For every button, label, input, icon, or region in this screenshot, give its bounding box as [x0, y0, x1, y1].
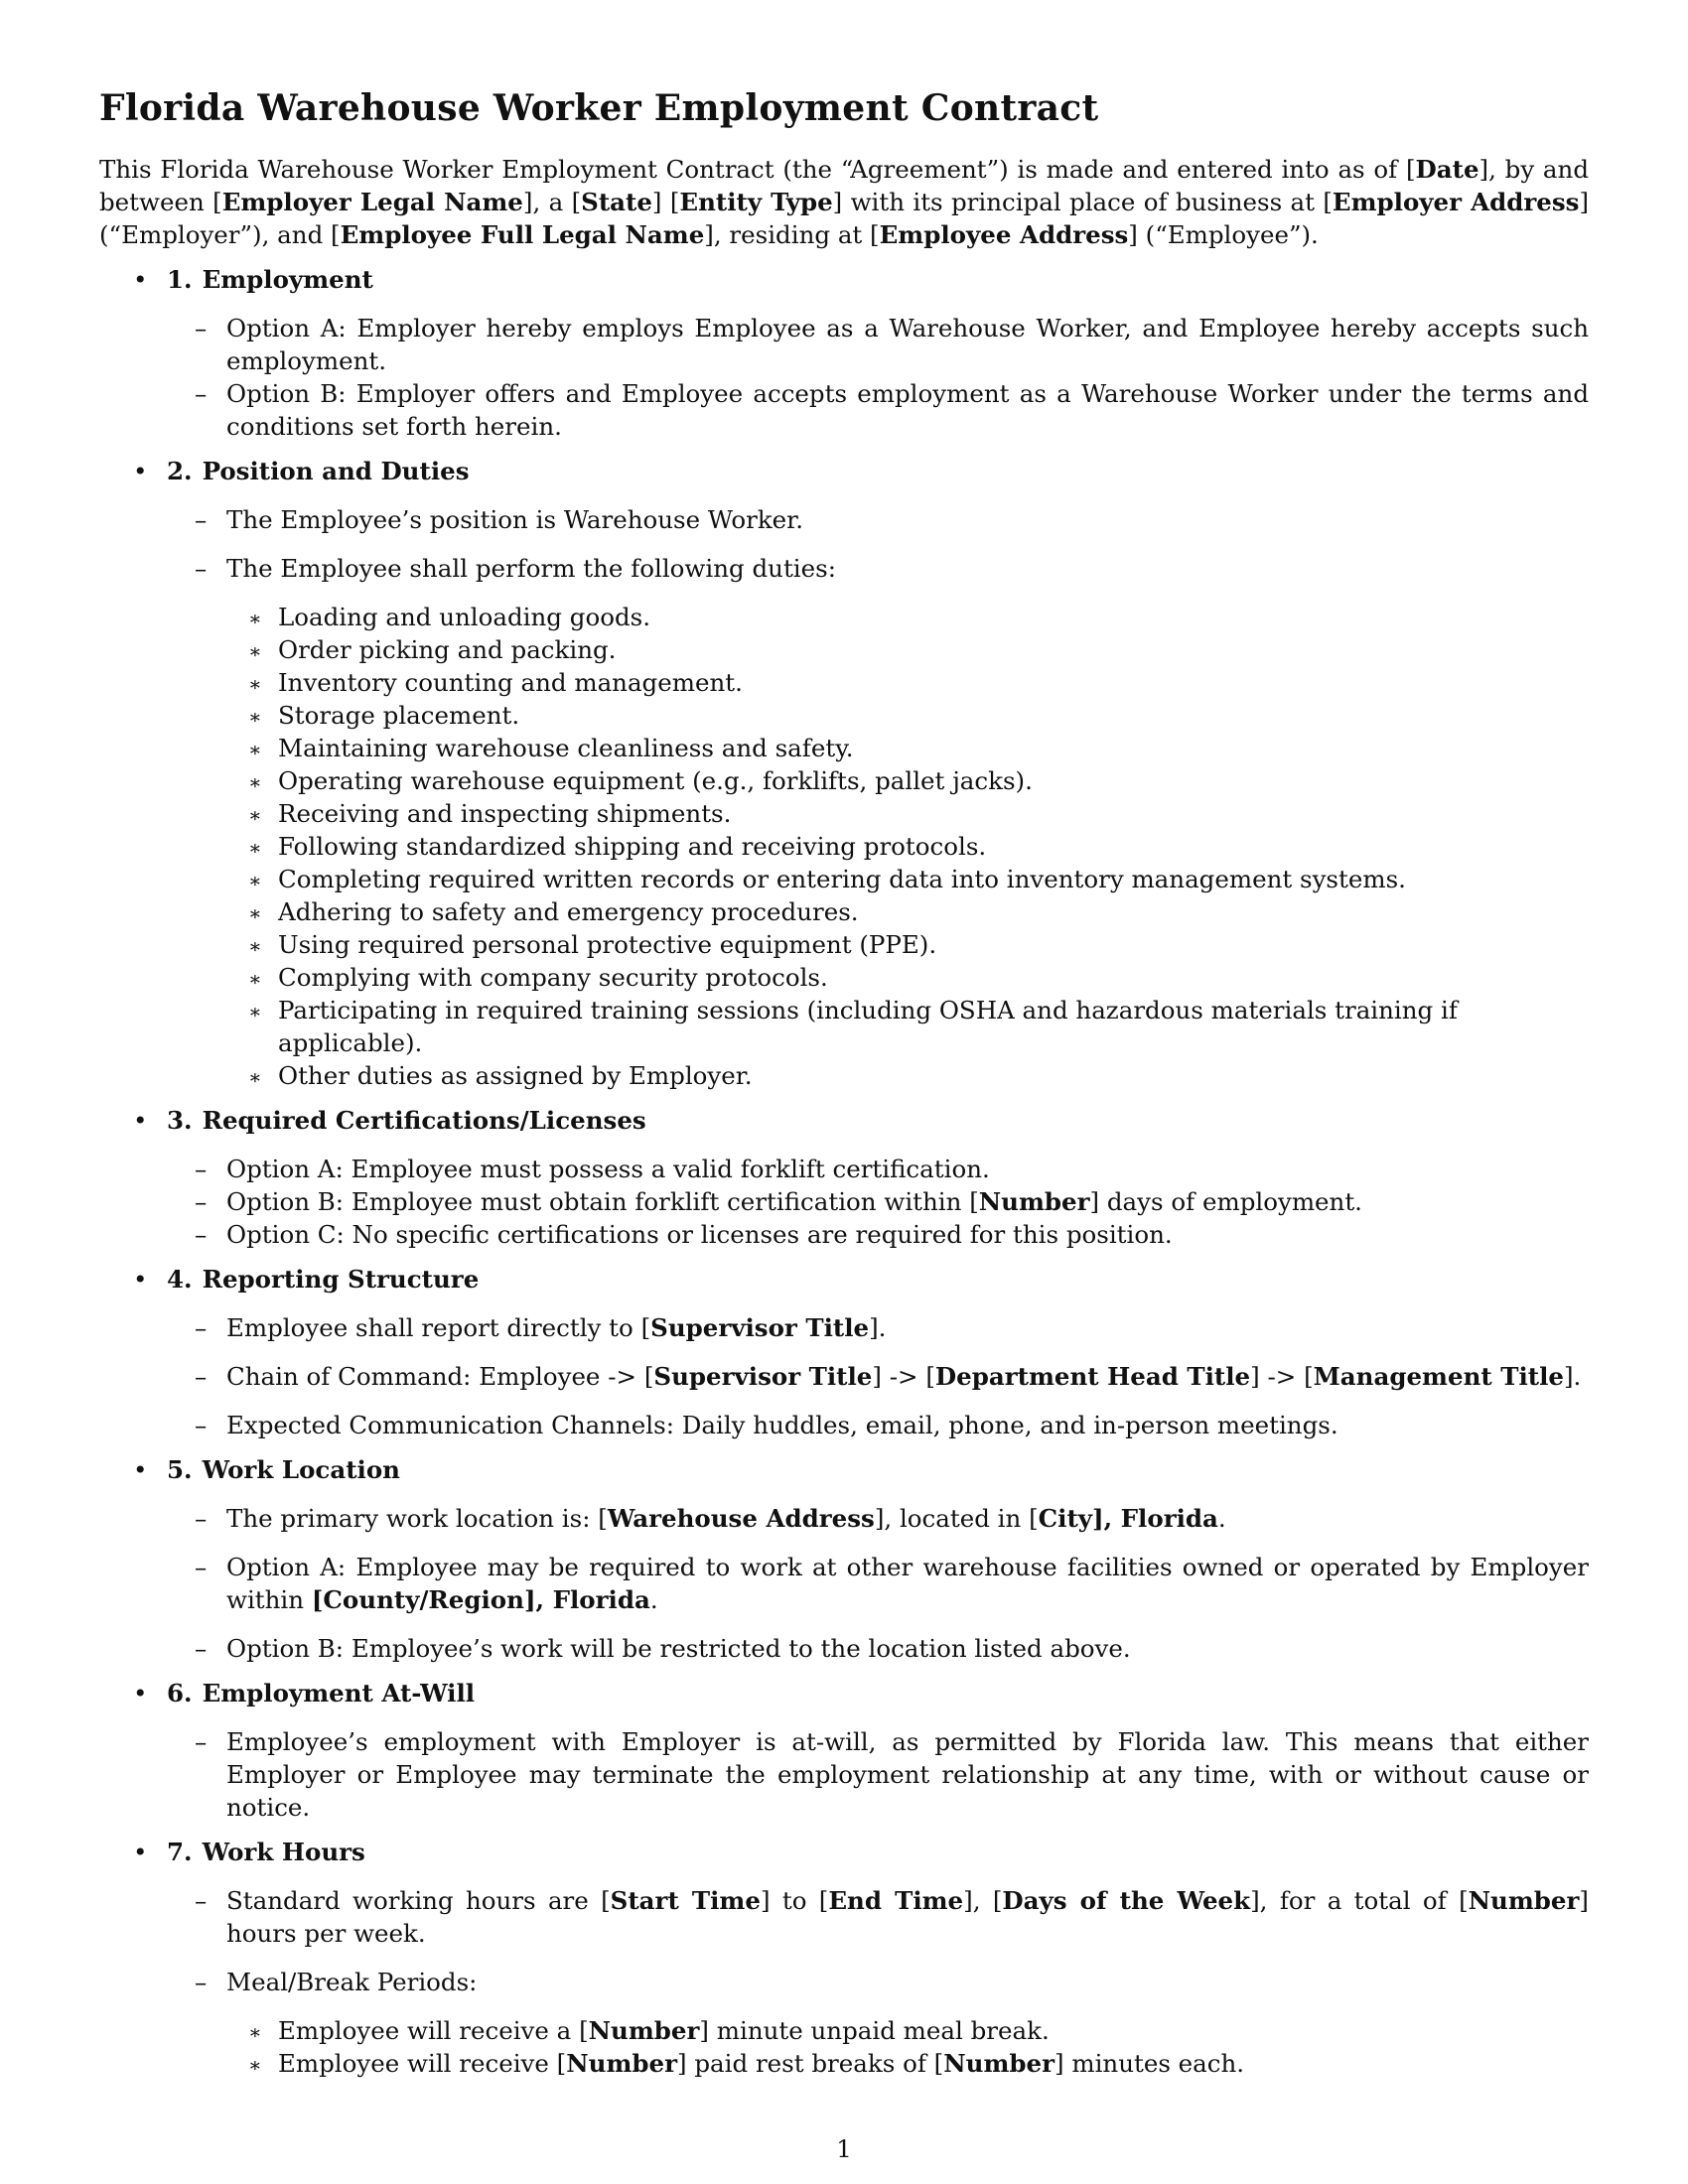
dash-icon: – — [195, 1634, 208, 1663]
list-item — [167, 312, 1589, 377]
item-text: Employee will receive a [ — [278, 2016, 589, 2045]
list-item — [248, 994, 1589, 1059]
intro-paragraph — [99, 153, 1589, 251]
field-employee-name: Employee Full Legal Name — [340, 220, 705, 249]
list-item — [248, 961, 1589, 994]
intro-text: ] (“Employer”), and [ — [99, 188, 1590, 249]
list-item — [167, 1502, 1589, 1535]
item-text: The primary work location is: [ — [226, 1504, 608, 1533]
item-text: ] minute unpaid meal break. — [699, 2016, 1050, 2045]
section-number: 3. — [167, 1106, 193, 1135]
item-text: Expected Communication Channels: Daily huddles, email, phone, and in-person meetings. — [226, 1411, 1338, 1439]
star-icon: ∗ — [248, 934, 262, 958]
list-item — [248, 666, 1589, 699]
dash-icon: – — [195, 1313, 208, 1342]
field-florida: ], Florida — [1092, 1504, 1218, 1533]
list-item — [167, 1966, 1589, 1998]
section-number: 6. — [167, 1679, 193, 1707]
duty-text: Receiving and inspecting shipments. — [278, 799, 732, 828]
dash-icon: – — [195, 505, 208, 534]
dash-icon: – — [195, 1968, 208, 1996]
duty-text: Maintaining warehouse cleanliness and safety. — [278, 734, 854, 762]
list-item — [167, 1311, 1589, 1344]
list-item — [248, 2014, 1589, 2047]
list-item — [167, 1360, 1589, 1393]
list-item — [248, 601, 1589, 633]
field-warehouse-address: Warehouse Address — [607, 1504, 875, 1533]
field-entity-type: Entity Type — [679, 188, 833, 216]
item-text: ]. — [869, 1313, 887, 1342]
list-item — [248, 830, 1589, 863]
section-certifications — [99, 1104, 1589, 1251]
section-position-duties — [99, 455, 1589, 1092]
dash-icon: – — [195, 1504, 208, 1533]
dash-icon: – — [195, 1553, 208, 1581]
field-employer-address: Employer Address — [1332, 188, 1580, 216]
field-start-time: Start Time — [610, 1886, 761, 1915]
list-item — [167, 552, 1589, 585]
duty-text: Order picking and packing. — [278, 635, 617, 664]
item-text: ] days of employment. — [1089, 1187, 1362, 1216]
item-text: Chain of Command: Employee -> [ — [226, 1362, 654, 1391]
section-title: Required Certifications/Licenses — [202, 1106, 646, 1135]
item-text: ] paid rest breaks of [ — [677, 2049, 944, 2078]
duty-text: Completing required written records or entering data into inventory management systems. — [278, 865, 1406, 893]
item-text: ] -> [ — [872, 1362, 935, 1391]
list-item — [248, 1059, 1589, 1092]
field-city: City — [1038, 1504, 1092, 1533]
item-text: Meal/Break Periods: — [226, 1968, 478, 1996]
list-item — [167, 1153, 1589, 1185]
star-icon: ∗ — [248, 607, 262, 630]
item-text: Employee’s employment with Employer is at-will, as permitted by Florida law. This means that either Employer or Employee may terminate the employment relationship at any time, with or without cause or notice. — [226, 1727, 1589, 1822]
duty-text: Following standardized shipping and receiving protocols. — [278, 832, 987, 861]
item-text: Standard working hours are [ — [226, 1886, 611, 1915]
dash-icon: – — [195, 1220, 208, 1249]
item-text: Option C: No specific certifications or licenses are required for this position. — [226, 1220, 1173, 1249]
field-employee-address: Employee Address — [879, 220, 1129, 249]
item-text: ] minutes each. — [1055, 2049, 1245, 2078]
item-text: ]. — [1563, 1362, 1582, 1391]
page-number: 1 — [836, 2134, 852, 2163]
dash-icon: – — [195, 1362, 208, 1391]
duty-text: Operating warehouse equipment (e.g., forklifts, pallet jacks). — [278, 766, 1033, 795]
field-number: Number — [943, 2049, 1055, 2078]
item-text: ] -> [ — [1250, 1362, 1314, 1391]
intro-text: ], a [ — [522, 188, 582, 216]
item-text: The Employee shall perform the following duties: — [226, 554, 836, 583]
field-employer-name: Employer Legal Name — [221, 188, 523, 216]
section-heading — [133, 1836, 1589, 1868]
section-title: Employment — [202, 265, 373, 294]
item-text: Option B: Employer offers and Employee accepts employment as a Warehouse Worker under the terms and conditions set forth herein. — [226, 379, 1589, 441]
star-icon: ∗ — [248, 836, 262, 860]
star-icon: ∗ — [248, 1065, 262, 1089]
section-heading — [133, 1453, 1589, 1486]
intro-text: ], by and between [ — [99, 155, 1589, 216]
option-list — [167, 503, 1589, 585]
bullet-icon: • — [133, 1455, 148, 1484]
item-text: Employee shall report directly to [ — [226, 1313, 651, 1342]
field-number: Number — [1468, 1886, 1580, 1915]
list-item — [248, 2047, 1589, 2080]
item-text: Option A: Employee may be required to work at other warehouse facilities owned or operated by Employer within — [226, 1553, 1589, 1614]
star-icon: ∗ — [248, 705, 262, 729]
list-item — [248, 764, 1589, 797]
section-at-will — [99, 1677, 1589, 1824]
section-work-location — [99, 1453, 1589, 1665]
item-text: . — [649, 1585, 658, 1614]
section-title: Reporting Structure — [202, 1265, 480, 1294]
duty-text: Storage placement. — [278, 701, 520, 730]
duty-text: Participating in required training sessions (including OSHA and hazardous materials training if applicable). — [278, 996, 1458, 1057]
duty-text: Adhering to safety and emergency procedures. — [278, 897, 859, 926]
section-heading — [133, 1104, 1589, 1137]
duty-text: Inventory counting and management. — [278, 668, 743, 697]
option-list — [167, 1502, 1589, 1665]
option-list — [167, 1884, 1589, 1998]
star-icon: ∗ — [248, 869, 262, 892]
section-number: 5. — [167, 1455, 193, 1484]
item-text: ] hours per week. — [226, 1886, 1589, 1948]
list-item — [167, 1884, 1589, 1950]
list-item — [167, 1551, 1589, 1616]
section-number: 1. — [167, 265, 193, 294]
item-text: Option B: Employee’s work will be restricted to the location listed above. — [226, 1634, 1131, 1663]
bullet-icon: • — [133, 265, 148, 294]
field-number: Number — [588, 2016, 700, 2045]
star-icon: ∗ — [248, 738, 262, 761]
item-text: ], for a total of [ — [1250, 1886, 1469, 1915]
bullet-icon: • — [133, 1106, 148, 1135]
field-county-region: [County/Region], Florida — [311, 1585, 650, 1614]
star-icon: ∗ — [248, 1000, 262, 1024]
duty-text: Complying with company security protocols. — [278, 963, 828, 992]
list-item — [167, 1185, 1589, 1218]
list-item — [248, 928, 1589, 961]
dash-icon: – — [195, 1727, 208, 1756]
star-icon: ∗ — [248, 967, 262, 991]
star-icon: ∗ — [248, 639, 262, 663]
field-supervisor-title: Supervisor Title — [650, 1313, 870, 1342]
star-icon: ∗ — [248, 672, 262, 696]
option-list — [167, 1311, 1589, 1441]
section-number: 4. — [167, 1265, 193, 1294]
dash-icon: – — [195, 1155, 208, 1183]
dash-icon: – — [195, 554, 208, 583]
section-heading — [133, 1677, 1589, 1709]
field-date: Date — [1415, 155, 1479, 184]
star-icon: ∗ — [248, 901, 262, 925]
star-icon: ∗ — [248, 2020, 262, 2044]
item-text: ], [ — [963, 1886, 1003, 1915]
duty-text: Using required personal protective equipment (PPE). — [278, 930, 937, 959]
item-text: Employee will receive [ — [278, 2049, 567, 2078]
duty-text: Other duties as assigned by Employer. — [278, 1061, 753, 1090]
section-number: 2. — [167, 457, 193, 485]
field-department-head-title: Department Head Title — [934, 1362, 1251, 1391]
section-title: Work Location — [202, 1455, 400, 1484]
dash-icon: – — [195, 1187, 208, 1216]
bullet-icon: • — [133, 1679, 148, 1707]
section-heading — [133, 455, 1589, 487]
section-title: Employment At-Will — [202, 1679, 476, 1707]
section-work-hours — [99, 1836, 1589, 2080]
field-state: State — [581, 188, 652, 216]
option-list — [167, 1153, 1589, 1251]
list-item — [167, 1218, 1589, 1251]
field-number: Number — [566, 2049, 677, 2078]
document-title: Florida Warehouse Worker Employment Contract — [99, 87, 1099, 129]
duty-text: Loading and unloading goods. — [278, 603, 651, 631]
list-item — [248, 699, 1589, 732]
field-end-time: End Time — [828, 1886, 964, 1915]
item-text: ] to [ — [760, 1886, 829, 1915]
list-item — [167, 1632, 1589, 1665]
list-item — [248, 797, 1589, 830]
dash-icon: – — [195, 1411, 208, 1439]
intro-text: ] (“Employee”). — [1128, 220, 1319, 249]
section-reporting-structure — [99, 1263, 1589, 1441]
list-item — [248, 895, 1589, 928]
section-heading — [133, 263, 1589, 296]
list-item — [248, 633, 1589, 666]
option-list — [167, 1725, 1589, 1824]
field-days-of-week: Days of the Week — [1002, 1886, 1251, 1915]
intro-text: This Florida Warehouse Worker Employment Contract (the “Agreement”) is made and entered into as of [ — [99, 155, 1416, 184]
section-title: Position and Duties — [202, 457, 470, 485]
list-item — [167, 1725, 1589, 1824]
bullet-icon: • — [133, 457, 148, 485]
star-icon: ∗ — [248, 803, 262, 827]
duties-list — [167, 601, 1589, 1092]
bullet-icon: • — [133, 1838, 148, 1866]
intro-text: ] with its principal place of business at [ — [832, 188, 1333, 216]
field-number: Number — [978, 1187, 1090, 1216]
dash-icon: – — [195, 314, 208, 342]
item-text: The Employee’s position is Warehouse Worker. — [226, 505, 803, 534]
intro-text: ], residing at [ — [704, 220, 880, 249]
bullet-icon: • — [133, 1265, 148, 1294]
list-item — [248, 863, 1589, 895]
document-page — [99, 87, 1589, 2080]
item-text: Option B: Employee must obtain forklift certification within [ — [226, 1187, 979, 1216]
star-icon: ∗ — [248, 2053, 262, 2077]
item-text: Option A: Employee must possess a valid forklift certification. — [226, 1155, 990, 1183]
section-title: Work Hours — [202, 1838, 365, 1866]
item-text: ], located in [ — [874, 1504, 1039, 1533]
dash-icon: – — [195, 379, 208, 408]
item-text: . — [1217, 1504, 1226, 1533]
field-supervisor-title: Supervisor Title — [653, 1362, 873, 1391]
list-item — [167, 503, 1589, 536]
field-management-title: Management Title — [1313, 1362, 1564, 1391]
section-heading — [133, 1263, 1589, 1296]
section-number: 7. — [167, 1838, 193, 1866]
section-employment — [99, 263, 1589, 443]
intro-text: ] [ — [651, 188, 680, 216]
break-list — [167, 2014, 1589, 2080]
list-item — [167, 1409, 1589, 1441]
list-item — [248, 732, 1589, 764]
star-icon: ∗ — [248, 770, 262, 794]
list-item — [167, 377, 1589, 443]
dash-icon: – — [195, 1886, 208, 1915]
option-list — [167, 312, 1589, 443]
item-text: Option A: Employer hereby employs Employee as a Warehouse Worker, and Employee hereby accepts such employment. — [226, 314, 1589, 375]
